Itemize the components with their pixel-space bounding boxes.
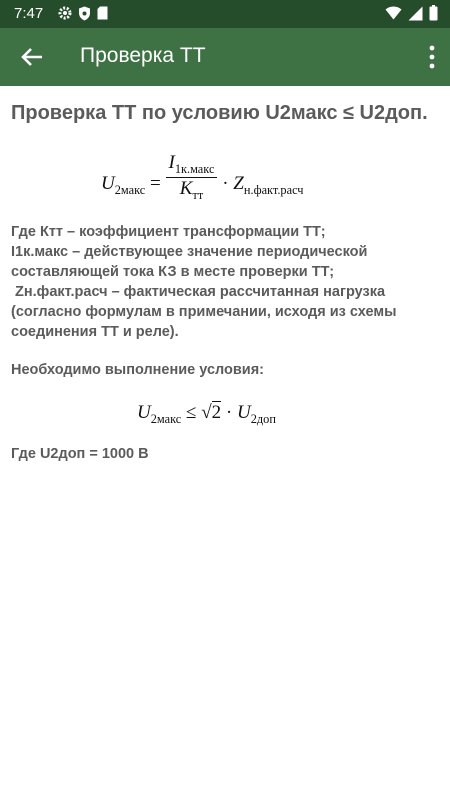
shield-icon xyxy=(78,6,91,21)
description-line: соединения ТТ и реле). xyxy=(11,324,179,340)
formula1-rhs: Z xyxy=(233,172,244,194)
app-bar xyxy=(0,28,450,86)
main-content xyxy=(11,100,436,462)
gear-icon xyxy=(58,6,72,20)
condition-label: Необходимо выполнение условия: xyxy=(11,362,265,378)
content-heading: Проверка ТТ по условию U2макс ≤ U2доп. xyxy=(11,102,428,124)
formula1-den: K xyxy=(179,177,193,199)
note-text: Где U2доп = 1000 В xyxy=(11,446,149,462)
formula1-lhs: U xyxy=(101,172,115,194)
battery-icon xyxy=(429,5,438,21)
formula-condition: $U_{2макс} \le √2 \cdot U_{2доп}$ xyxy=(137,402,276,426)
formula2-lhs: U xyxy=(137,402,151,423)
formula1-den-sub: тт xyxy=(192,187,204,202)
formula2-rhs-sub: 2доп xyxy=(250,411,276,426)
description xyxy=(11,222,436,342)
page-title: Проверка ТТ xyxy=(80,44,206,67)
formula2-lhs-sub: 2макс xyxy=(150,411,182,426)
formula1-num: I xyxy=(168,152,175,173)
formula2-sqrt: 2 xyxy=(211,402,222,423)
more-options-icon[interactable] xyxy=(428,44,436,70)
wifi-icon xyxy=(385,6,402,20)
description-line: I1к.макс – действующее значение периодической xyxy=(11,244,368,260)
formula1-rhs-sub: н.факт.расч xyxy=(243,182,304,197)
back-arrow-icon[interactable] xyxy=(18,43,46,71)
formula-u2max: $U_{2макс}$ = $\frac{I_{1к.макс}}{K_{тт}}$ · $Z_{н.факт.расч}$ xyxy=(101,152,304,202)
formula2-rhs: U xyxy=(236,402,251,423)
status-time: 7:47 xyxy=(14,5,44,22)
signal-icon xyxy=(408,6,423,21)
formula1-num-sub: 1к.макс xyxy=(174,161,215,176)
sd-card-icon xyxy=(97,6,108,20)
description-line: составляющей тока КЗ в месте проверки ТТ; xyxy=(11,264,335,280)
description-line: (согласно формулам в примечании, исходя из схемы xyxy=(11,304,397,320)
formula1-lhs-sub: 2макс xyxy=(114,182,146,197)
formula1-fraction xyxy=(166,152,218,203)
description-line: Где Ктт – коэффициент трансформации ТТ; xyxy=(11,224,326,240)
status-bar xyxy=(0,0,450,28)
description-line: Zн.факт.расч – фактическая рассчитанная нагрузка xyxy=(11,284,386,300)
